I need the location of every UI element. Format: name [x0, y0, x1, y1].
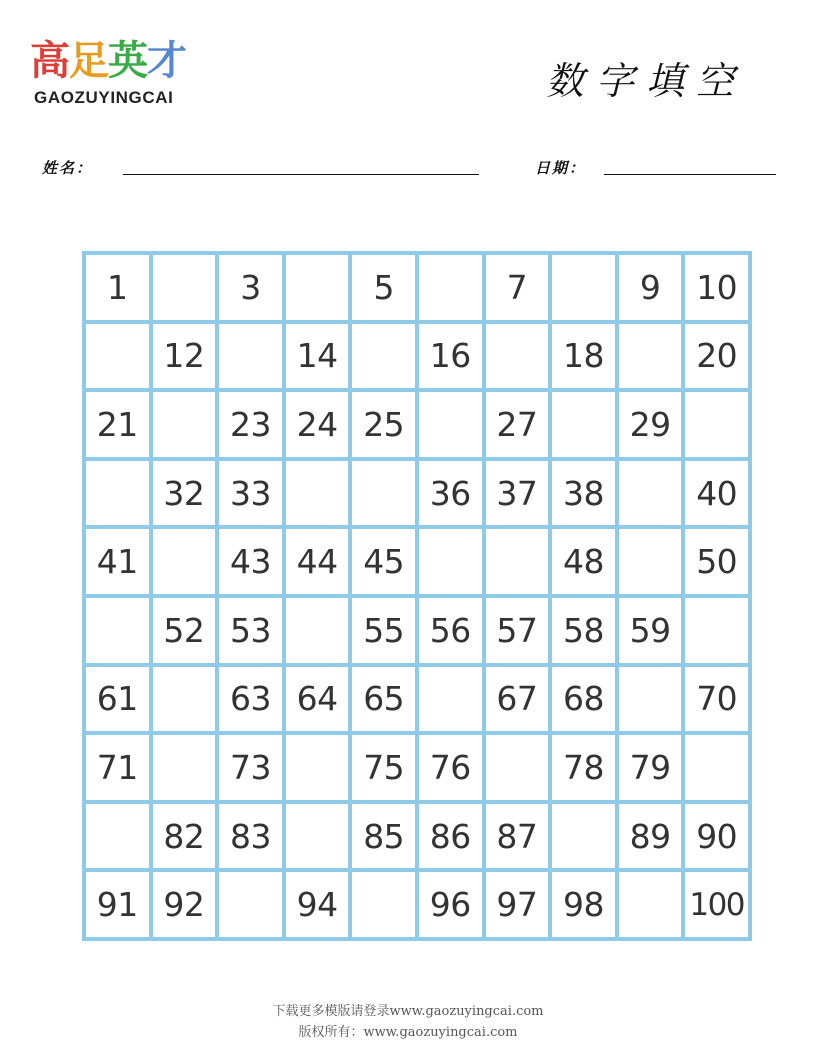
number-cell: 86	[419, 804, 482, 869]
number-cell: 52	[153, 598, 216, 663]
blank-cell[interactable]	[219, 872, 282, 937]
number-cell: 44	[286, 529, 349, 594]
blank-cell[interactable]	[153, 667, 216, 732]
number-cell: 7	[486, 255, 549, 320]
logo-char: 才	[147, 38, 186, 84]
blank-cell[interactable]	[619, 529, 682, 594]
blank-cell[interactable]	[552, 804, 615, 869]
number-cell: 61	[86, 667, 149, 732]
number-cell: 98	[552, 872, 615, 937]
number-cell: 45	[352, 529, 415, 594]
number-cell: 63	[219, 667, 282, 732]
number-cell: 82	[153, 804, 216, 869]
number-cell: 100	[685, 872, 748, 937]
number-cell: 29	[619, 392, 682, 457]
brand-logo	[30, 36, 210, 110]
number-cell: 68	[552, 667, 615, 732]
number-cell: 10	[685, 255, 748, 320]
number-cell: 23	[219, 392, 282, 457]
blank-cell[interactable]	[419, 392, 482, 457]
blank-cell[interactable]	[486, 529, 549, 594]
number-cell: 16	[419, 324, 482, 389]
number-cell: 36	[419, 461, 482, 526]
blank-cell[interactable]	[153, 735, 216, 800]
blank-cell[interactable]	[619, 461, 682, 526]
number-cell: 94	[286, 872, 349, 937]
blank-cell[interactable]	[619, 324, 682, 389]
blank-cell[interactable]	[286, 461, 349, 526]
blank-cell[interactable]	[352, 872, 415, 937]
blank-cell[interactable]	[286, 598, 349, 663]
number-cell: 57	[486, 598, 549, 663]
number-cell: 75	[352, 735, 415, 800]
number-cell: 48	[552, 529, 615, 594]
footer-copyright-text: 版权所有：www.gaozuyingcai.com	[298, 1025, 518, 1040]
blank-cell[interactable]	[86, 598, 149, 663]
number-cell: 40	[685, 461, 748, 526]
logo-english-text: GAOZUYINGCAI	[34, 88, 174, 107]
blank-cell[interactable]	[685, 598, 748, 663]
blank-cell[interactable]	[153, 255, 216, 320]
date-field-line[interactable]	[604, 174, 776, 175]
number-grid	[82, 251, 752, 941]
name-field-line[interactable]	[123, 174, 479, 175]
logo-chinese-text	[30, 36, 210, 86]
number-cell: 50	[685, 529, 748, 594]
number-cell: 67	[486, 667, 549, 732]
number-cell: 89	[619, 804, 682, 869]
number-cell: 65	[352, 667, 415, 732]
number-cell: 18	[552, 324, 615, 389]
number-cell: 83	[219, 804, 282, 869]
number-cell: 33	[219, 461, 282, 526]
number-cell: 21	[86, 392, 149, 457]
number-cell: 53	[219, 598, 282, 663]
number-cell: 3	[219, 255, 282, 320]
blank-cell[interactable]	[619, 667, 682, 732]
blank-cell[interactable]	[352, 461, 415, 526]
number-cell: 85	[352, 804, 415, 869]
number-cell: 78	[552, 735, 615, 800]
blank-cell[interactable]	[419, 529, 482, 594]
number-cell: 41	[86, 529, 149, 594]
blank-cell[interactable]	[286, 735, 349, 800]
blank-cell[interactable]	[286, 255, 349, 320]
number-cell: 91	[86, 872, 149, 937]
number-cell: 59	[619, 598, 682, 663]
footer	[0, 1001, 816, 1043]
number-cell: 32	[153, 461, 216, 526]
logo-char: 高	[30, 38, 69, 84]
blank-cell[interactable]	[552, 255, 615, 320]
footer-download-text: 下载更多模版请登录www.gaozuyingcai.com	[272, 1004, 544, 1019]
number-cell: 25	[352, 392, 415, 457]
blank-cell[interactable]	[286, 804, 349, 869]
number-cell: 87	[486, 804, 549, 869]
number-cell: 37	[486, 461, 549, 526]
logo-char: 足	[69, 38, 108, 84]
number-cell: 14	[286, 324, 349, 389]
blank-cell[interactable]	[552, 392, 615, 457]
blank-cell[interactable]	[86, 324, 149, 389]
blank-cell[interactable]	[352, 324, 415, 389]
number-cell: 79	[619, 735, 682, 800]
blank-cell[interactable]	[419, 255, 482, 320]
number-cell: 90	[685, 804, 748, 869]
blank-cell[interactable]	[219, 324, 282, 389]
number-cell: 38	[552, 461, 615, 526]
logo-char: 英	[108, 38, 147, 84]
number-cell: 71	[86, 735, 149, 800]
page-title: 数字填空	[545, 59, 746, 103]
blank-cell[interactable]	[86, 461, 149, 526]
blank-cell[interactable]	[153, 392, 216, 457]
blank-cell[interactable]	[153, 529, 216, 594]
date-label: 日期：	[535, 159, 587, 177]
number-cell: 70	[685, 667, 748, 732]
name-label: 姓名：	[42, 159, 94, 177]
number-cell: 76	[419, 735, 482, 800]
number-cell: 97	[486, 872, 549, 937]
number-cell: 43	[219, 529, 282, 594]
number-cell: 9	[619, 255, 682, 320]
number-cell: 27	[486, 392, 549, 457]
number-cell: 92	[153, 872, 216, 937]
blank-cell[interactable]	[486, 324, 549, 389]
blank-cell[interactable]	[86, 804, 149, 869]
number-cell: 58	[552, 598, 615, 663]
number-cell: 24	[286, 392, 349, 457]
number-cell: 20	[685, 324, 748, 389]
number-cell: 55	[352, 598, 415, 663]
blank-cell[interactable]	[619, 872, 682, 937]
number-cell: 56	[419, 598, 482, 663]
number-cell: 64	[286, 667, 349, 732]
number-cell: 1	[86, 255, 149, 320]
number-cell: 12	[153, 324, 216, 389]
number-cell: 73	[219, 735, 282, 800]
blank-cell[interactable]	[419, 667, 482, 732]
number-cell: 5	[352, 255, 415, 320]
blank-cell[interactable]	[486, 735, 549, 800]
blank-cell[interactable]	[685, 392, 748, 457]
blank-cell[interactable]	[685, 735, 748, 800]
number-cell: 96	[419, 872, 482, 937]
